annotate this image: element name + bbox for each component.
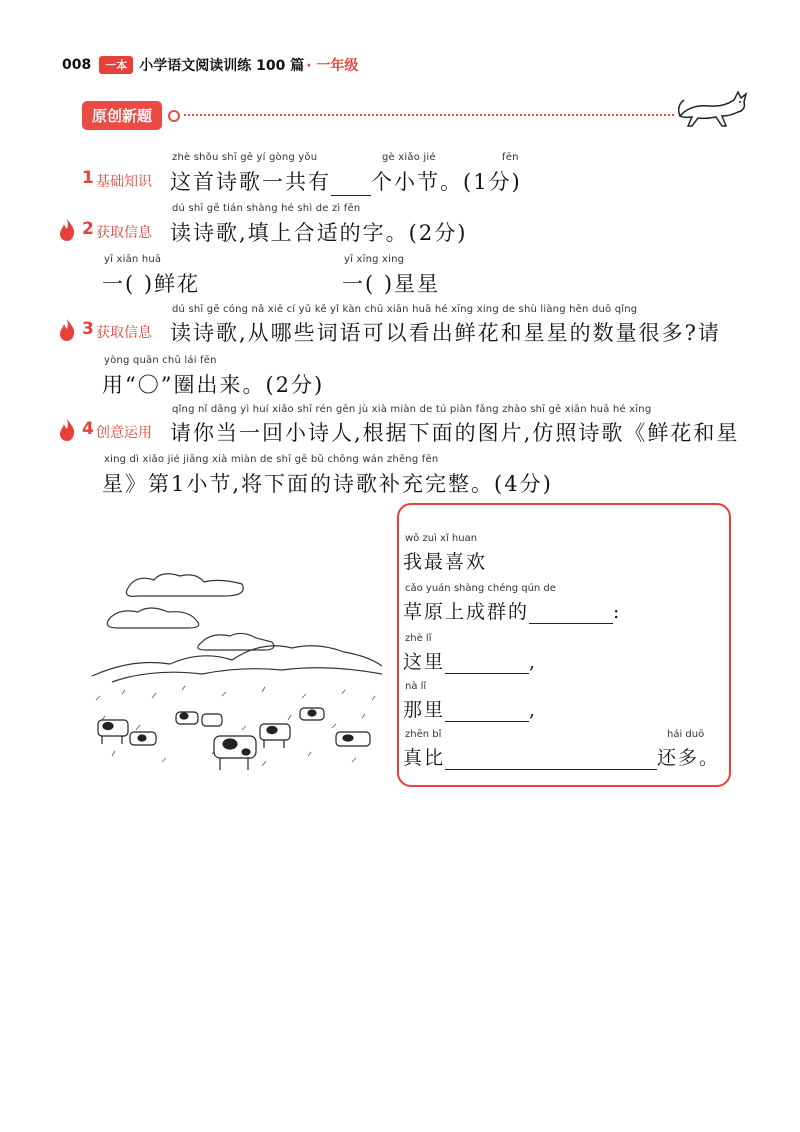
q1-text-b: 个小节。(1分) (371, 170, 522, 194)
poem-box (397, 503, 731, 787)
poem-l4-end: , (529, 699, 538, 721)
flame-icon (58, 418, 76, 442)
q3-category: 获取信息 (96, 325, 152, 341)
grade-label: · 一年级 (306, 58, 359, 74)
q3-pinyin-1: dú shī gē cóng nǎ xiē cí yǔ kě yǐ kàn chū xiān huā hé xīng xing de shù liàng hěn duō qǐng (172, 304, 638, 315)
q1-category: 基础知识 (96, 174, 152, 190)
poem-l1-pinyin: wǒ zuì xǐ huan (405, 533, 478, 544)
poem-l2-end: : (613, 601, 622, 623)
page-header (62, 52, 358, 78)
section-badge: 原创新题 (82, 101, 162, 130)
poem-l5-text: 真比 (403, 747, 446, 769)
flame-icon (58, 218, 76, 242)
q2-text: 读诗歌,填上合适的字。(2分) (170, 221, 468, 245)
poem-l5-blank[interactable] (445, 751, 657, 770)
q1-pinyin-c: fēn (502, 152, 519, 163)
q3-pinyin-2: yòng quān chū lái fēn (104, 355, 217, 366)
q1-pinyin-a: zhè shǒu shī gē yí gòng yǒu (172, 152, 318, 163)
poem-l2 (403, 597, 621, 624)
poem-l3-text: 这里 (403, 651, 446, 673)
q1-number: 1 (82, 168, 94, 188)
poem-l5-end: 还多。 (657, 747, 721, 769)
q2-number: 2 (82, 219, 94, 239)
q1-answer-blank[interactable] (331, 177, 371, 196)
poem-l3 (403, 647, 537, 674)
poem-l4-text: 那里 (403, 699, 446, 721)
q3-number: 3 (82, 319, 94, 339)
q4-text-1: 请你当一回小诗人,根据下面的图片,仿照诗歌《鲜花和星 (170, 421, 740, 445)
poem-l4 (403, 695, 537, 722)
poem-l5-pinyin: zhēn bǐ (405, 729, 442, 740)
q4-number: 4 (82, 419, 94, 439)
q4-pinyin-2: xing dì xiǎo jié jiāng xià miàn de shī gē bǔ chōng wán zhěng fēn (104, 454, 439, 465)
poem-l5 (403, 743, 720, 770)
q1-pinyin-b: gè xiǎo jié (382, 152, 436, 163)
dotted-divider (184, 114, 674, 116)
poem-l3-end: , (529, 651, 538, 673)
q4-text-2: 星》第1小节,将下面的诗歌补充完整。(4分) (102, 472, 553, 496)
poem-l2-text: 草原上成群的 (403, 601, 530, 623)
q2-blank2[interactable]: 一( )星星 (342, 272, 441, 296)
poem-l5-end-pinyin: hái duō (667, 729, 705, 740)
poem-l2-blank[interactable] (529, 605, 613, 624)
badge-dot (168, 110, 180, 122)
poem-l4-blank[interactable] (445, 703, 529, 722)
q2-blank2-pinyin: yī xīng xing (344, 254, 405, 265)
q1-line (170, 166, 522, 196)
poem-l2-pinyin: cǎo yuán shàng chéng qún de (405, 583, 556, 594)
q2-pinyin: dú shī gē tián shàng hé shì de zì fēn (172, 203, 361, 214)
flame-icon (58, 318, 76, 342)
poem-l3-blank[interactable] (445, 655, 529, 674)
q1-text-a: 这首诗歌一共有 (170, 170, 331, 194)
publisher-logo: 一本 (99, 56, 133, 74)
q4-pinyin-1: qǐng nǐ dāng yì huí xiǎo shī rén gēn jù xià miàn de tú piàn fǎng zhào shī gē xiān huā hé xīng (172, 404, 652, 415)
q2-blank1[interactable]: 一( )鲜花 (102, 272, 201, 296)
q2-blank1-pinyin: yī xiān huā (104, 254, 162, 265)
cat-icon (676, 86, 752, 130)
book-title: 小学语文阅读训练 100 篇 (139, 58, 305, 74)
q3-text-2: 用“〇”圈出来。(2分) (102, 373, 325, 397)
q4-category: 创意运用 (96, 425, 152, 441)
poem-l4-pinyin: nà lǐ (405, 681, 427, 692)
q3-text-1: 读诗歌,从哪些词语可以看出鲜花和星星的数量很多?请 (170, 321, 721, 345)
poem-l3-pinyin: zhè lǐ (405, 633, 432, 644)
page-number: 008 (62, 57, 92, 73)
poem-l1: 我最喜欢 (403, 551, 488, 573)
grassland-cows-illustration (92, 570, 384, 776)
q2-category: 获取信息 (96, 225, 152, 241)
